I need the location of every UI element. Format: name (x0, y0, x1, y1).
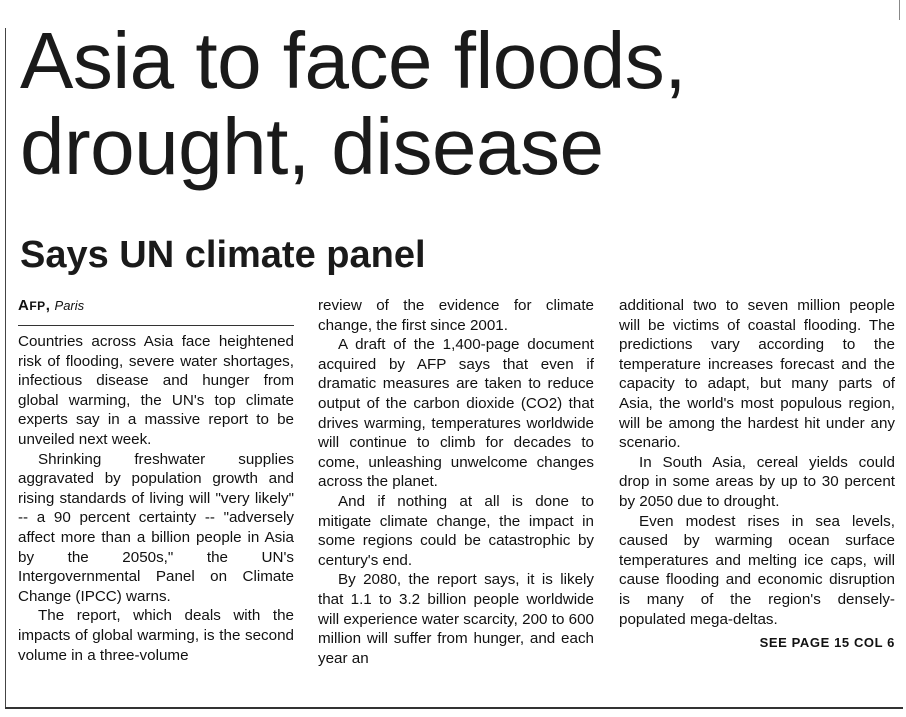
byline-agency-rest: FP (29, 299, 46, 313)
headline-line-2: drought, disease (20, 102, 604, 191)
column-rule-top-right (899, 0, 900, 20)
byline-agency: AFP, (18, 297, 51, 314)
paragraph: In South Asia, cereal yields could drop in some areas by up to 30 percent by 2050 due to drought. (619, 453, 895, 510)
paragraph: A draft of the 1,400-page document acquired by AFP says that even if dramatic measures are taken to reduce output of the carbon dioxide (CO2) that drives warming, temperatures worldwide will continue to climb for decades to come, unleashing unwelcome changes across the planet. (318, 336, 594, 491)
subheadline: Says UN climate panel (20, 234, 426, 276)
paragraph: review of the evidence for climate change, the first since 2001. (318, 297, 594, 334)
article-column-1 (18, 296, 294, 665)
byline-agency-initial: A (18, 297, 30, 314)
column-rule-left (5, 28, 6, 708)
article-column-3 (619, 296, 895, 653)
paragraph: And if nothing at all is done to mitigate climate change, the impact in some regions could be catastrophic by century's end. (318, 492, 594, 569)
paragraph: Shrinking freshwater supplies aggravated by population growth and rising standards of living will "very likely" -- a 90 percent certainty -- "adversely affect more than a billion people in Asia by the 2050s," the UN's Intergovernmental Panel on Climate Change (IPCC) warns. (18, 450, 294, 605)
byline (18, 296, 294, 326)
article-column-2 (318, 296, 594, 668)
paragraph: By 2080, the report says, it is likely that 1.1 to 3.2 billion people worldwide will experience water scarcity, 200 to 600 million will suffer from hunger, and each year an (318, 571, 594, 667)
continuation-jump-line: SEE PAGE 15 COL 6 (759, 635, 895, 651)
paragraph: Even modest rises in sea levels, caused by warming ocean surface temperatures and melting ice caps, will cause flooding and economic disruption is many of the region's densely-populated mega-deltas. (619, 512, 895, 628)
headline-line-1: Asia to face floods, (20, 16, 686, 105)
paragraph: The report, which deals with the impacts of global warming, is the second volume in a three-volume (18, 607, 294, 664)
headline (20, 18, 900, 190)
paragraph: Countries across Asia face heightened risk of flooding, severe water shortages, infectious disease and hunger from global warming, the UN's top climate experts say in a massive report to be unveiled next week. (18, 333, 294, 448)
byline-place: Paris (54, 298, 85, 313)
paragraph: additional two to seven million people will be victims of coastal flooding. The predictions vary according to the temperature increases forecast and the capacity to adapt, but many parts of Asia, the world's most populous region, will be among the hardest hit under any scenario. (619, 297, 895, 452)
bottom-rule (5, 707, 903, 709)
